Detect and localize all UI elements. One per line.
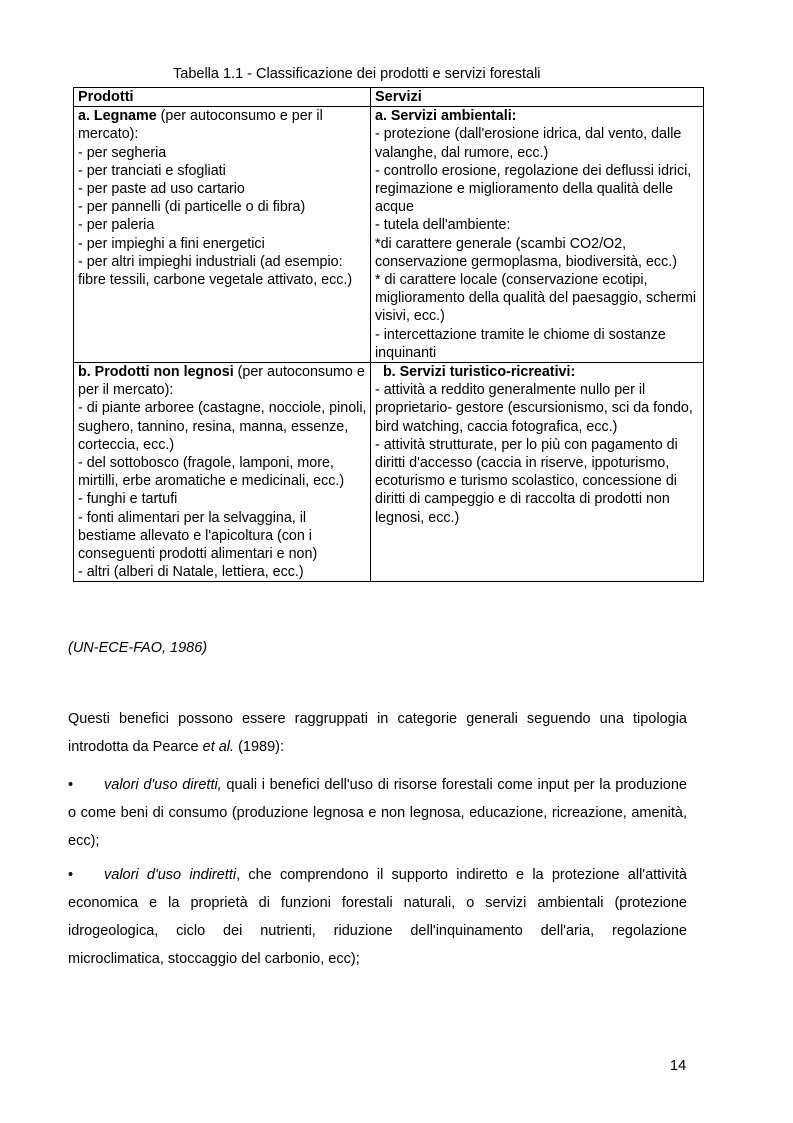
intro-year: (1989): [234,739,285,755]
bullet-indirect-values [68,861,687,973]
legname-line: - per paleria [78,217,155,234]
bullet-direct-term: valori d'uso diretti, [104,777,222,793]
non-legnosi-line: (per autoconsumo e per il mercato): [78,364,365,399]
servizi-line: - controllo erosione, regolazione dei deflussi idrici, regimazione e miglioramento della qualità delle acque [375,162,692,216]
legname-line: - per paste ad uso cartario [78,181,245,198]
bullet-indirect-text: , che comprendono il supporto indiretto e la protezione all'attività economica e la proprietà di funzioni forestali naturali, o servizi ambientali (protezione idrogeologica, ciclo dei nutrienti, riduzione dell'inquinamento dell'aria, regolazione microclimatica, stoccaggio del carbonio, ecc); [68,867,687,967]
intro-italic: et al. [202,739,235,755]
servizi-line: - protezione (dall'erosione idrica, dal vento, dalle valanghe, dal rumore, ecc.) [375,126,682,161]
non-legnosi-line: - altri (alberi di Natale, lettiera, ecc.) [78,564,304,581]
bullet-indirect-term: valori d'uso indiretti [104,867,237,883]
table-row [74,107,704,363]
servizi-line: * di carattere locale (conservazione ecotipi, miglioramento della qualità del paesaggio, schermi visivi, ecc.) [375,272,697,325]
header-servizi: Servizi [371,88,704,107]
legname-title: a. Legname [78,108,157,125]
classification-table [73,87,704,582]
servizi-line: - tutela dell'ambiente: [375,217,511,234]
bullet-direct-values [68,771,687,855]
servizi-turistici-title: b. Servizi turistico-ricreativi: [375,364,576,381]
cell-servizi-turistici [371,363,704,582]
turistici-line: - attività a reddito generalmente nullo per il proprietario- gestore (escursionismo, sci da fondo, bird watching, caccia fotografica, ecc.) [375,382,693,435]
legname-line: - per pannelli (di particelle o di fibra) [78,199,306,216]
table-row [74,363,704,582]
non-legnosi-line: - del sottobosco (fragole, lamponi, more, mirtilli, erbe aromatiche e medicinali, ecc.) [78,455,345,490]
legname-line: (per autoconsumo e per il mercato): [78,108,323,143]
legname-line: - per segheria [78,144,167,161]
cell-servizi-ambientali [371,107,704,363]
table-header-row [74,88,704,107]
non-legnosi-line: - funghi e tartufi [78,491,178,508]
page-number: 14 [670,1058,687,1074]
intro-paragraph [68,705,687,761]
cell-prodotti-non-legnosi [74,363,371,582]
bullet-icon: • [68,867,74,883]
legname-line: - per tranciati e sfogliati [78,162,226,179]
legname-line: - per impieghi a fini energetici [78,235,265,252]
intro-text: Questi benefici possono essere raggruppati in categorie generali seguendo una tipologia introdotta da Pearce [68,711,687,755]
header-prodotti: Prodotti [74,88,371,107]
legname-line: - per altri impieghi industriali (ad esempio: fibre tessili, carbone vegetale attivato, ecc.) [78,253,353,289]
non-legnosi-title: b. Prodotti non legnosi [78,364,234,381]
bullet-direct-text: quali i benefici dell'uso di risorse forestali come input per la produzione o come beni di consumo (produzione legnosa e non legnosa, educazione, ricreazione, amenità, ecc); [68,777,688,849]
table-caption: Tabella 1.1 - Classificazione dei prodotti e servizi forestali [173,66,541,82]
non-legnosi-line: - fonti alimentari per la selvaggina, il bestiame allevato e l'apicoltura (con i conseguenti prodotti alimentari e non) [78,509,318,563]
turistici-line: - attività strutturate, per lo più con pagamento di diritti d'accesso (caccia in riserve, ippoturismo, ecoturismo e turismo scolastico, concessione di diritti di campeggio e di raccolta di prodotti non legnosi, ecc.) [375,436,678,526]
table-source: (UN-ECE-FAO, 1986) [68,640,208,656]
servizi-ambientali-title: a. Servizi ambientali: [375,108,517,125]
non-legnosi-line: - di piante arboree (castagne, nocciole, pinoli, sughero, tannino, resina, manna, essenze, corteccia, ecc.) [78,400,367,453]
servizi-line: *di carattere generale (scambi CO2/O2, conservazione germoplasma, biodiversità, ecc.) [375,235,677,270]
servizi-line: - intercettazione tramite le chiome di sostanze inquinanti [375,326,666,361]
cell-legname [74,107,371,363]
bullet-icon: • [68,777,74,793]
